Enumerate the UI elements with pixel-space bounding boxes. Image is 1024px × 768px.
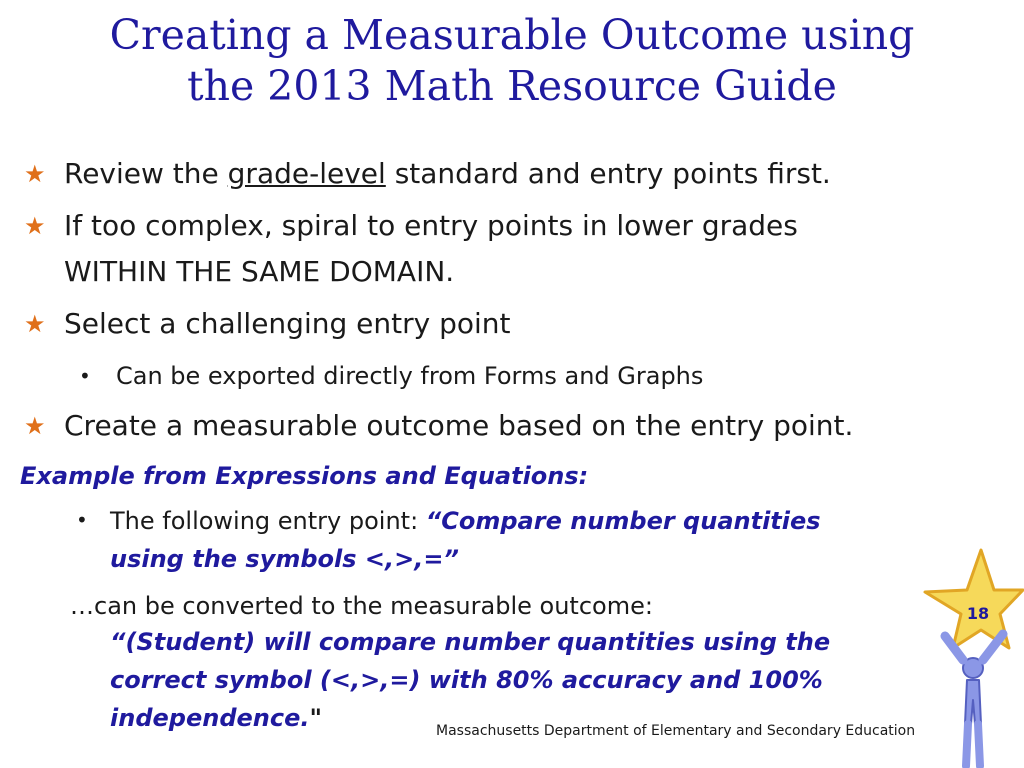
- outcome-line-1: [110, 626, 830, 658]
- outcome-line-3-text: independence.: [110, 704, 310, 732]
- outcome-open-quote: “: [110, 628, 126, 656]
- bullet-2-line-2: WITHIN THE SAME DOMAIN.: [64, 255, 455, 288]
- bullet-1: [64, 156, 831, 192]
- slide-title-line-2: the 2013 Math Resource Guide: [187, 62, 837, 110]
- outcome-line-3: [110, 702, 322, 734]
- mascot-body: [965, 680, 981, 724]
- example-heading: Example from Expressions and Equations:: [20, 462, 589, 490]
- example-quote-line-1: Compare number quantities: [441, 507, 821, 535]
- conversion-intro: …can be converted to the measurable outcome:: [70, 592, 653, 620]
- slide-title-line-1: Creating a Measurable Outcome using: [109, 11, 915, 59]
- star-icon: ★: [24, 212, 46, 240]
- sub-bullet-dot: •: [79, 364, 91, 388]
- outcome-close-quote: ": [309, 704, 322, 732]
- bullet-1-text: Review the: [64, 157, 228, 190]
- example-line-1: [110, 505, 821, 537]
- bullet-3: Select a challenging entry point: [64, 307, 511, 340]
- grade-level-link[interactable]: grade-level: [227, 157, 386, 190]
- bullet-2-line-1: If too complex, spiral to entry points in lower grades: [64, 209, 798, 242]
- star-icon: ★: [24, 160, 46, 188]
- outcome-line-1-text: (Student) will compare number quantities using the: [125, 628, 831, 656]
- sub-bullet: Can be exported directly from Forms and Graphs: [116, 362, 704, 390]
- star-icon: ★: [24, 412, 46, 440]
- example-lead: The following entry point:: [110, 507, 426, 535]
- page-number: 18: [966, 604, 990, 623]
- example-open-quote: “: [425, 507, 442, 535]
- example-bullet-dot: •: [76, 508, 88, 532]
- slide-title: [0, 10, 1024, 112]
- mascot-star-shape: [925, 550, 1023, 648]
- mascot-legs: [966, 724, 980, 766]
- footer-organization: Massachusetts Department of Elementary and Secondary Education: [436, 723, 916, 739]
- outcome-line-2: correct symbol (<,>,=) with 80% accuracy and 100%: [110, 666, 823, 694]
- bullet-4: Create a measurable outcome based on the entry point.: [64, 409, 854, 442]
- star-icon: ★: [24, 310, 46, 338]
- example-quote-line-2: using the symbols <,>,=”: [110, 545, 459, 573]
- bullet-1-text-end: standard and entry points first.: [385, 157, 831, 190]
- star-figure-mascot: [905, 548, 1024, 768]
